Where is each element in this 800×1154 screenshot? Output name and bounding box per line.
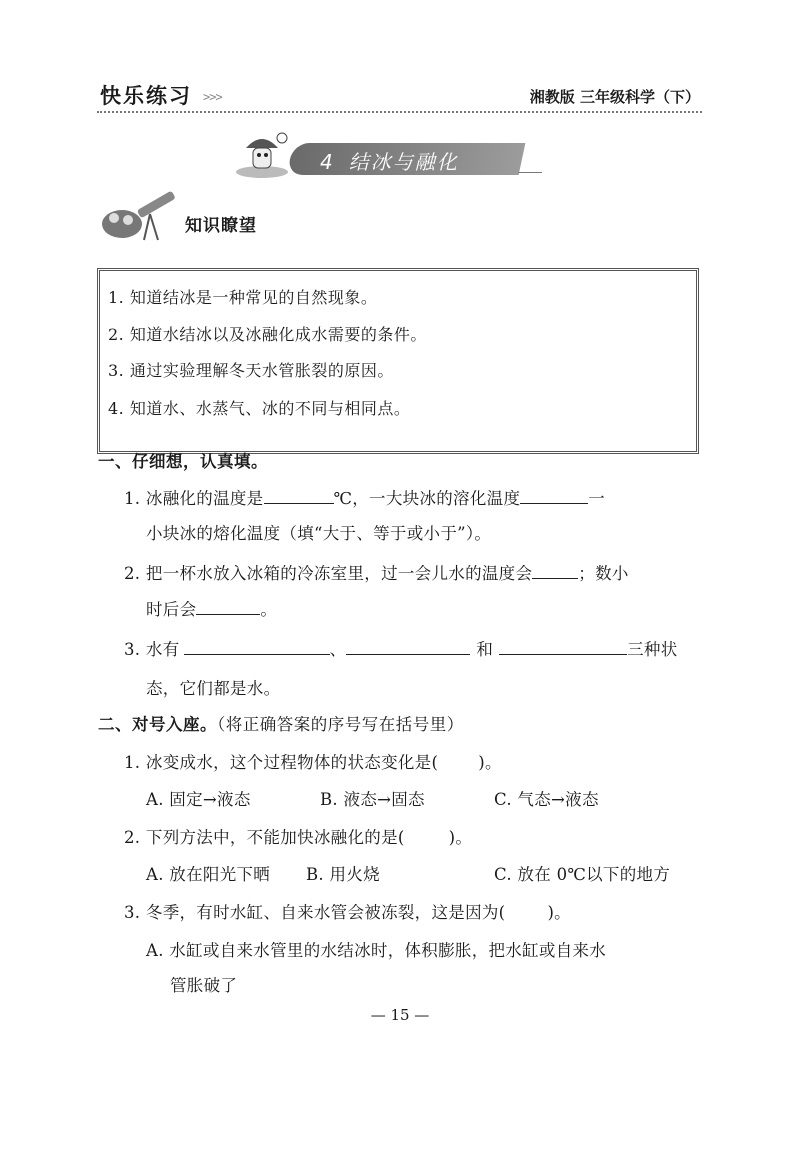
option: C. 放在 0℃以下的地方	[494, 865, 671, 884]
question-text: 2. 把一杯水放入冰箱的冷冻室里，过一会儿水的温度会	[124, 564, 533, 583]
option-cont: 管胀破了	[170, 976, 238, 995]
question-text: 3. 水有	[124, 640, 180, 659]
question-text: 、	[329, 640, 347, 659]
lesson-title-text: 结冰与融化	[348, 150, 459, 174]
answer-blank[interactable]	[264, 489, 334, 504]
option: B. 用火烧	[306, 865, 380, 884]
option: A. 水缸或自来水管里的水结冰时，体积膨胀，把水缸或自来水	[146, 941, 607, 960]
option: A. 放在阳光下晒	[146, 865, 271, 884]
question-2-3	[124, 899, 571, 923]
question-2-1	[124, 749, 502, 773]
question-text: 一	[588, 489, 606, 508]
question-text: )。	[547, 903, 571, 922]
question-1-3	[124, 636, 678, 660]
goal-item: 4. 知道水、水蒸气、冰的不同与相同点。	[108, 399, 411, 418]
book-edition: 湘教版 三年级科学（下）	[529, 88, 700, 106]
knowledge-title: 知识瞭望	[185, 216, 257, 236]
lesson-number: 4	[320, 150, 335, 174]
question-text: )。	[448, 828, 473, 847]
answer-blank[interactable]	[499, 640, 627, 655]
question-text: 2. 下列方法中，不能加快冰融化的是(	[124, 828, 405, 847]
banner-underline	[518, 172, 542, 173]
question-1-2-cont	[146, 596, 277, 620]
telescope-icon	[100, 182, 180, 248]
question-1-2	[124, 560, 629, 584]
question-text: ℃，一大块冰的溶化温度	[333, 489, 521, 508]
answer-blank[interactable]	[196, 600, 260, 615]
question-text: 。	[260, 600, 278, 619]
option: C. 气态→液态	[494, 790, 599, 809]
answer-blank[interactable]	[532, 564, 578, 579]
question-2-2	[124, 824, 472, 848]
book-brand: 快乐练习	[100, 84, 192, 108]
lesson-title	[320, 146, 459, 175]
answer-blank[interactable]	[184, 640, 330, 655]
question-text: 3. 冬季，有时水缸、自来水管会被冻裂，这是因为(	[124, 903, 506, 922]
question-1-3-cont: 态，它们都是水。	[146, 679, 281, 698]
question-text: 1. 冰变成水，这个过程物体的状态变化是(	[124, 753, 439, 772]
chevron-right-icon: >>>	[203, 90, 222, 104]
question-1-1	[124, 485, 605, 509]
question-text: 1. 冰融化的温度是	[124, 489, 264, 508]
page-number: — 15 —	[370, 1006, 430, 1024]
question-text: 和	[476, 640, 494, 659]
question-text: 时后会	[146, 600, 197, 619]
section-1-title: 一、仔细想，认真填。	[98, 452, 268, 471]
goal-item: 3. 通过实验理解冬天水管胀裂的原因。	[108, 361, 394, 380]
section-2-heading: 二、对号入座。	[98, 715, 217, 734]
answer-blank[interactable]	[520, 489, 588, 504]
section-2-title	[98, 711, 464, 735]
header-divider	[97, 111, 702, 113]
option: A. 固定→液态	[146, 790, 251, 809]
section-2-note: （将正确答案的序号写在括号里）	[217, 715, 464, 734]
mascot-icon	[232, 128, 292, 184]
option: B. 液态→固态	[320, 790, 425, 809]
question-text: 三种状	[627, 640, 678, 659]
question-text: )。	[478, 753, 502, 772]
question-text: ；数小	[578, 564, 629, 583]
question-1-1-cont: 小块冰的熔化温度（填“大于、等于或小于”）。	[146, 524, 492, 543]
answer-blank[interactable]	[346, 640, 470, 655]
goal-item: 2. 知道水结冰以及冰融化成水需要的条件。	[108, 325, 427, 344]
goal-item: 1. 知道结冰是一种常见的自然现象。	[108, 288, 378, 307]
